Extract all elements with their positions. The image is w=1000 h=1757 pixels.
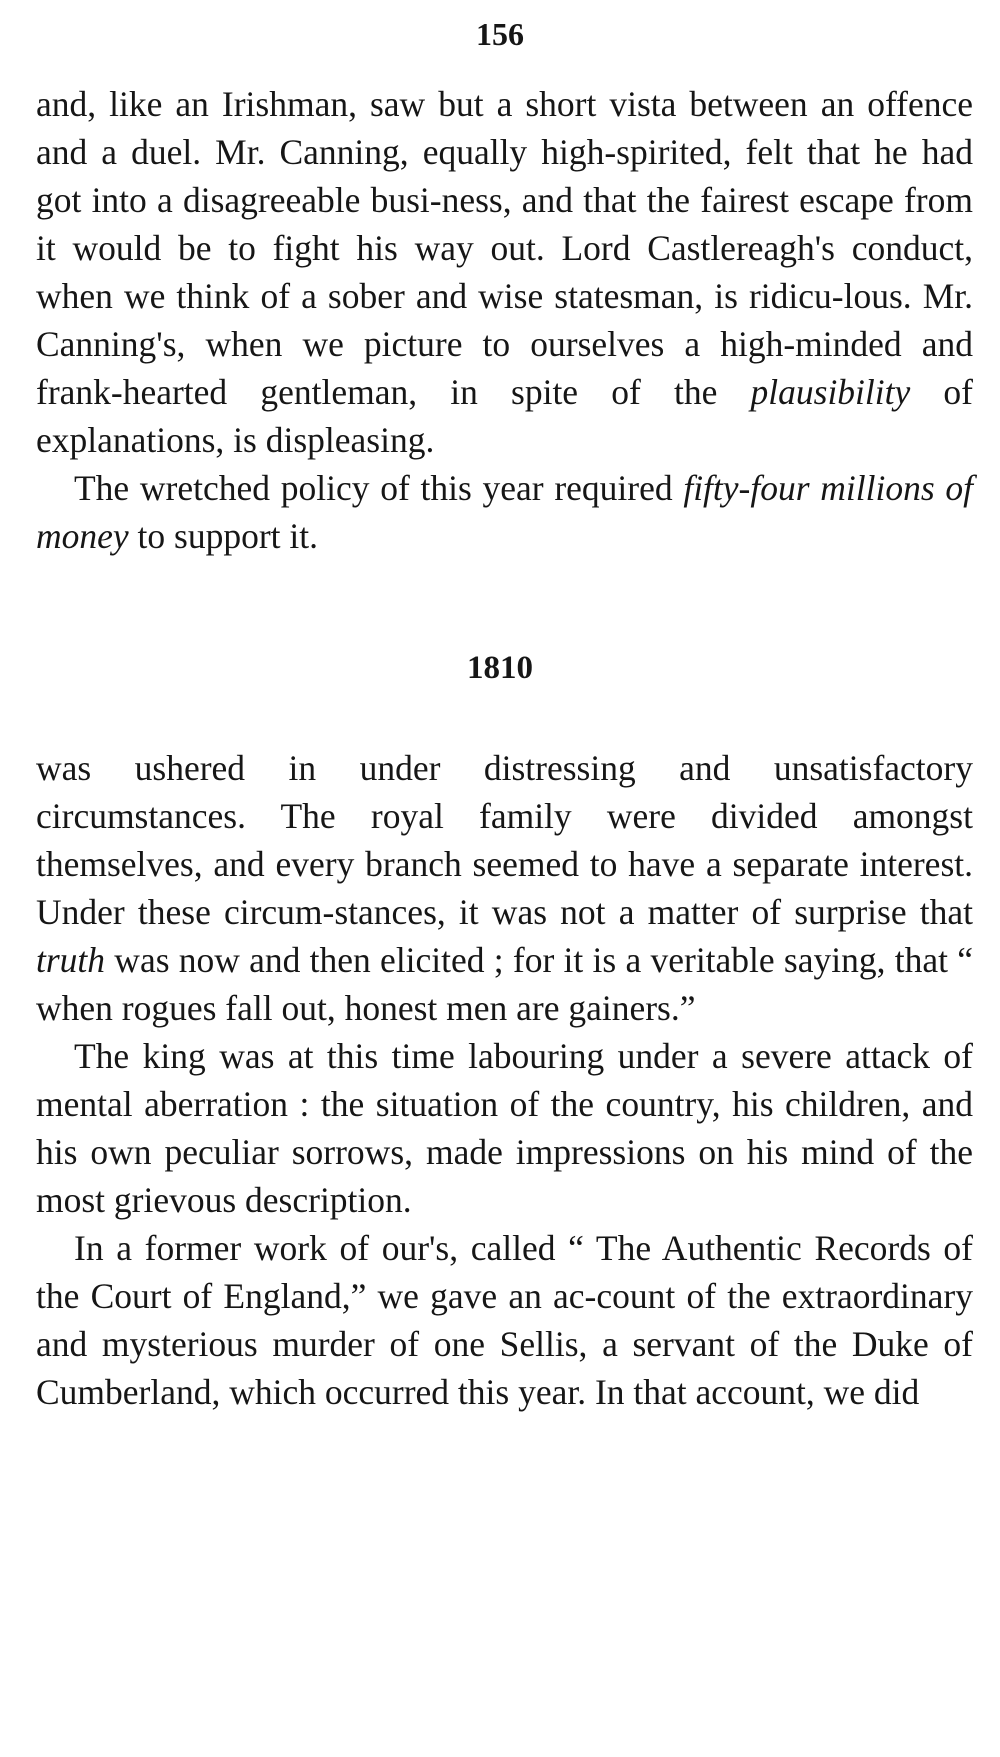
paragraph-text: of explanations, is displeasing.: [36, 372, 974, 460]
italic-emphasis: fifty-four millions of money: [36, 468, 974, 556]
paragraph-canning-castlereagh: [36, 80, 973, 464]
paragraph-text: was now and then elicited ; for it is a veritable saying, that “ when rogues fall out, honest men are gainers.”: [36, 940, 973, 1028]
text-block-1810: [36, 744, 973, 1416]
paragraph-former-work: In a former work of our's, called “ The Authentic Records of the Court of England,” we gave an ac-count of the extraordinary and mysterious murder of one Sellis, a servant of the Duke of Cumberland, which occurred this year. In that account, we did: [36, 1228, 973, 1412]
italic-emphasis: plausibility: [750, 372, 911, 412]
text-block-1809: [36, 80, 973, 560]
page-number: 156: [476, 16, 524, 52]
paragraph-king-labouring: The king was at this time labouring under a severe attack of mental aberration : the situation of the country, his children, and his own peculiar sorrows, made impressions on his mind of the most grievous description.: [36, 1036, 973, 1220]
paragraph-text: and, like an Irishman, saw but a short vista between an offence and a duel. Mr. Canning, equally high-spirited, felt that he had got into a disagreeable busi-ness, and that the fairest escape from it would be to fight his way out. Lord Castlereagh's conduct, when we think of a sober and wise statesman, is ridicu-lous. Mr. Canning's, when we picture to ourselves a high-minded and frank-hearted gentleman, in spite of the: [36, 84, 973, 412]
paragraph-text: The wretched policy of this year required: [74, 468, 684, 508]
year-heading: 1810: [467, 650, 533, 686]
paragraph-text: was ushered in under distressing and unsatisfactory circumstances. The royal family were divided amongst themselves, and every branch seemed to have a separate interest. Under these circum-stances, it was not a matter of surprise that: [36, 748, 973, 932]
paragraph-text: to support it.: [128, 516, 318, 556]
paragraph-wretched-policy: [36, 464, 973, 560]
italic-emphasis: truth: [36, 940, 106, 980]
paragraph-ushered-in: [36, 744, 973, 1032]
